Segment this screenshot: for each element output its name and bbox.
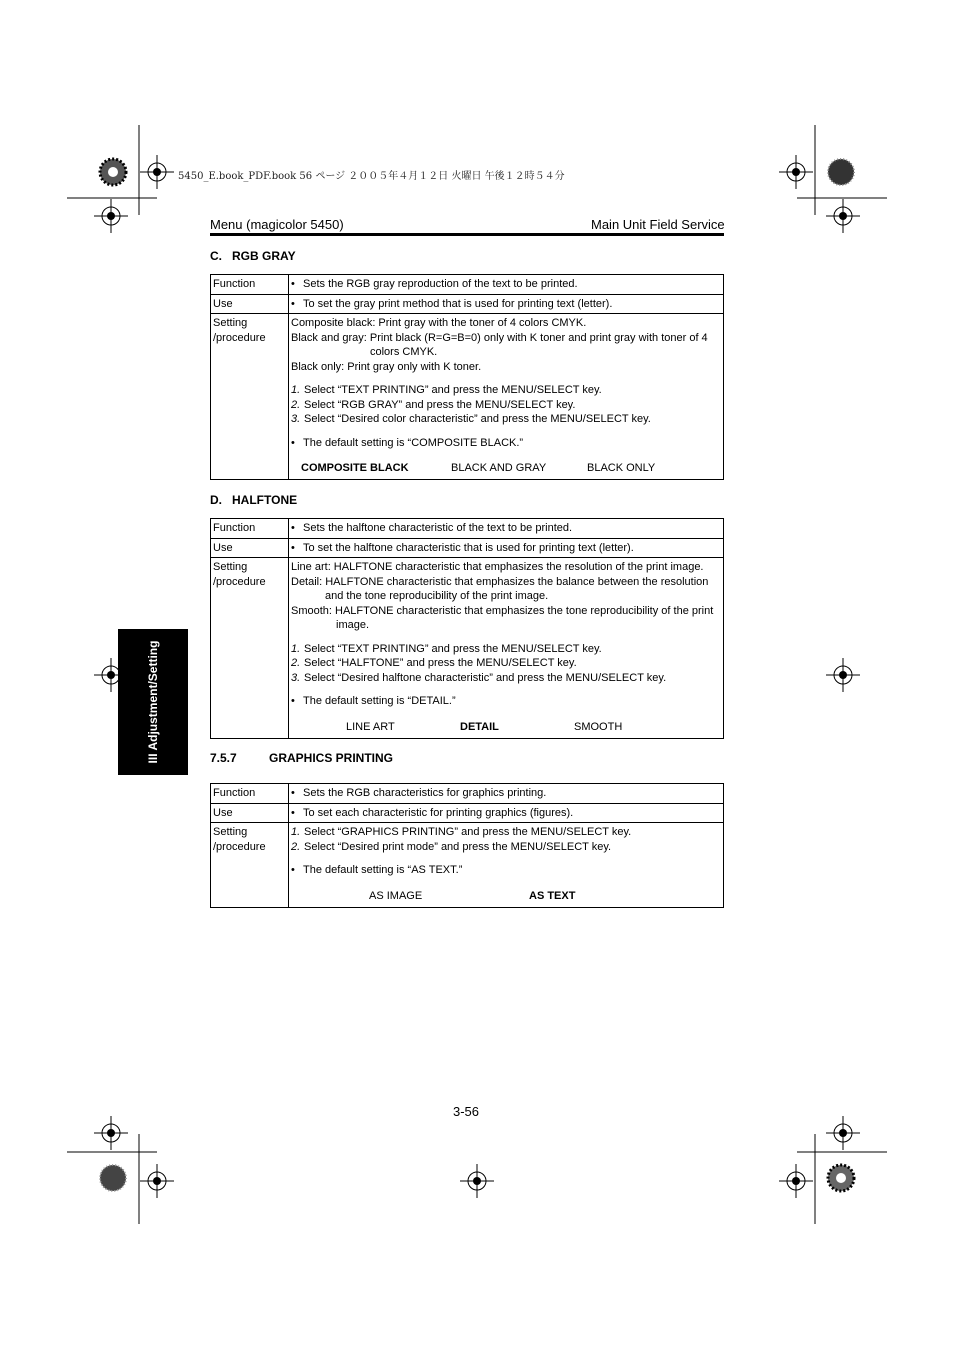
description-line: and the tone reproducibility of the print image.	[325, 590, 549, 602]
description-line: Black only: Print gray only with K toner.	[291, 360, 482, 373]
procedure-step: 2. Select “HALFTONE” and press the MENU/SELECT key.	[291, 657, 577, 669]
option-list	[291, 459, 721, 477]
row-label: Setting /procedure	[211, 558, 289, 739]
row-label: Setting /procedure	[211, 314, 289, 480]
description-line: Smooth: HALFTONE characteristic that emphasizes the tone reproducibility of the print	[291, 604, 714, 617]
default-note: • The default setting is “DETAIL.”	[291, 695, 456, 707]
function-table	[210, 783, 724, 908]
procedure-step: 2. Select “Desired print mode” and press the MENU/SELECT key.	[291, 840, 612, 853]
header-left: Menu (magicolor 5450)	[210, 217, 344, 232]
header-right: Main Unit Field Service	[591, 217, 725, 232]
row-label: Use	[211, 294, 289, 314]
description-line: image.	[336, 619, 370, 631]
description-line: Detail: HALFTONE characteristic that emphasizes the balance between the resolution	[291, 575, 709, 588]
row-value	[289, 823, 724, 908]
option-list	[291, 718, 721, 736]
description-line: colors CMYK.	[370, 346, 438, 358]
option-selected: DETAIL	[460, 720, 499, 733]
table-row	[211, 784, 724, 804]
page-number: 3-56	[453, 1104, 480, 1119]
table-row	[211, 294, 724, 314]
side-chapter-tab	[118, 629, 188, 775]
description-line: Line art: HALFTONE characteristic that emphasizes the resolution of the print image.	[291, 561, 704, 573]
row-value: • Sets the halftone characteristic of the text to be printed.	[289, 519, 724, 539]
option: AS IMAGE	[369, 889, 423, 902]
function-table	[210, 274, 724, 480]
side-tab-label: III Adjustment/Setting	[146, 640, 160, 764]
row-label: Setting /procedure	[211, 823, 289, 908]
option-selected: AS TEXT	[529, 889, 576, 902]
row-value: • Sets the RGB gray reproduction of the text to be printed.	[289, 275, 724, 295]
row-value: • To set each characteristic for printing graphics (figures).	[289, 803, 724, 823]
procedure-step: 3. Select “Desired color characteristic” and press the MENU/SELECT key.	[291, 413, 651, 425]
row-label: Use	[211, 538, 289, 558]
row-value: • To set the halftone characteristic that is used for printing text (letter).	[289, 538, 724, 558]
procedure-step: 3. Select “Desired halftone characteristic” and press the MENU/SELECT key.	[291, 671, 667, 684]
row-label: Function	[211, 784, 289, 804]
row-value	[289, 314, 724, 480]
section-heading: D. HALFTONE	[210, 493, 298, 507]
option: BLACK AND GRAY	[451, 462, 547, 474]
print-info-line: 5450_E.book_PDF.book 56 ページ ２００５年４月１２日 火曜日 午後１２時５４分	[178, 171, 565, 182]
row-value	[289, 558, 724, 739]
procedure-step: 2. Select “RGB GRAY” and press the MENU/SELECT key.	[291, 398, 576, 411]
option: LINE ART	[346, 720, 395, 733]
table-row	[211, 538, 724, 558]
option-list	[291, 887, 721, 905]
function-table	[210, 518, 724, 739]
row-value: • Sets the RGB characteristics for graphics printing.	[289, 784, 724, 804]
table-row	[211, 314, 724, 480]
table-row	[211, 803, 724, 823]
table-row	[211, 519, 724, 539]
table-row	[211, 823, 724, 908]
procedure-step: 1. Select “TEXT PRINTING” and press the MENU/SELECT key.	[291, 384, 602, 396]
default-note: • The default setting is “AS TEXT.”	[291, 864, 463, 876]
procedure-step: 1. Select “GRAPHICS PRINTING” and press the MENU/SELECT key.	[291, 826, 632, 838]
description-line: Black and gray: Print black (R=G=B=0) only with K toner and print gray with toner of 4	[291, 331, 708, 344]
header-rule	[210, 233, 724, 236]
section-title: GRAPHICS PRINTING	[269, 751, 394, 765]
row-label: Function	[211, 519, 289, 539]
table-row	[211, 275, 724, 295]
row-label: Use	[211, 803, 289, 823]
row-label: Function	[211, 275, 289, 295]
section-title: RGB GRAY	[232, 249, 296, 263]
section-heading: C. RGB GRAY	[210, 249, 296, 263]
default-note: • The default setting is “COMPOSITE BLACK.”	[291, 436, 524, 449]
row-value: • To set the gray print method that is used for printing text (letter).	[289, 294, 724, 314]
section-title: HALFTONE	[232, 493, 298, 507]
option: SMOOTH	[574, 720, 623, 733]
option-selected: COMPOSITE BLACK	[301, 462, 409, 474]
description-line: Composite black: Print gray with the toner of 4 colors CMYK.	[291, 317, 587, 329]
table-row	[211, 558, 724, 739]
option: BLACK ONLY	[587, 462, 656, 474]
procedure-step: 1. Select “TEXT PRINTING” and press the MENU/SELECT key.	[291, 642, 602, 655]
section-heading: 7.5.7 GRAPHICS PRINTING	[210, 751, 394, 765]
